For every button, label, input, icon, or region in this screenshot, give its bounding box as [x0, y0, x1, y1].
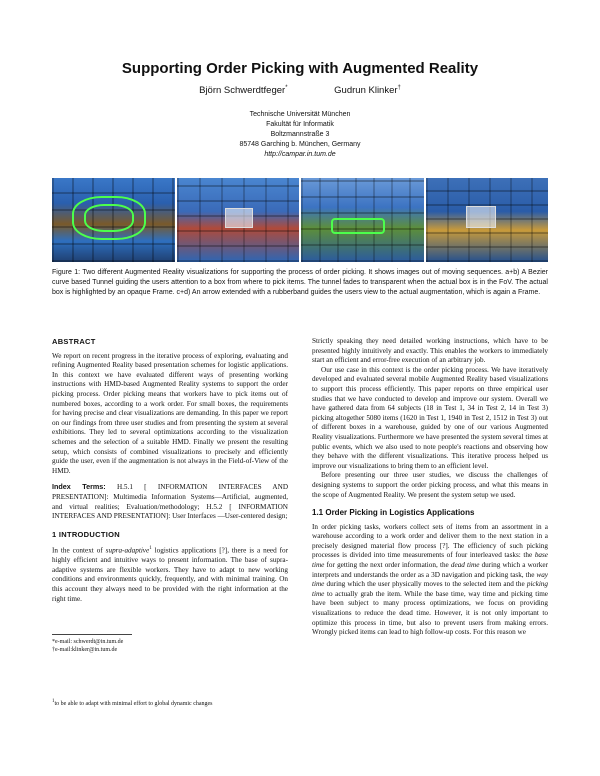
affiliation-faculty: Fakultät für Informatik [266, 121, 334, 128]
footnote-email-2: †e-mail:klinker@in.tum.de [52, 647, 118, 653]
paragraph: In order picking tasks, workers collect sets of items from an assortment in a warehouse according to a work order and deliver them to the next station in a precisely designed material flow process [?]. The efficiency of such picking processes is divided into time measurements of four interleaved tasks: the base time for getting the next order information, the dead time during which a worker interprets and understands the order as a 3D navigation and picking task, the way time during which the user physically moves to the selected item and the picking time to actually grab the item. While the base time, way time and picking time have been subject to many process optimizations, we focus on providing visualizations to reduce the dead time. However, it is not only important to optimize this process in time, but also to prevent users from making errors. Wrongly picked items can lead to high follow-up costs. For this reason we [312, 522, 548, 637]
paragraph: Our use case in this context is the order picking process. We have iteratively developed and evaluated several mobile Augmented Reality based visualizations to support this process efficiently. This paper reports on three empirical user studies that we have conducted to develop and improve our system. Overall we have gathered data from 64 subjects (18 in Test 1, 34 in Test 2, 14 in Test 3) picking altogether 5080 items (1620 in Test 1, 1940 in Test 2, 1512 in Test 3) out of different boxes in a warehouse, guided by one of our various Augmented Reality visualizations. Furthermore we have presented the system several times at public events, which we also used to note people's reactions and observing how they behave with the different visualizations. This iterative process helped us improve our visualizations to bring them to an efficient level. [312, 365, 548, 470]
figure-photo-d [426, 178, 549, 262]
right-column [312, 337, 548, 638]
tunnel-overlay [84, 204, 134, 232]
affiliation-city: 85748 Garching b. München, Germany [239, 141, 361, 148]
arrow-overlay [331, 218, 385, 234]
figure-photo-b [177, 178, 300, 262]
abstract-heading: ABSTRACT [52, 337, 96, 346]
frame-overlay [466, 206, 496, 228]
footnote-email-1: *e-mail: schwerdt@in.tum.de [52, 639, 124, 645]
frame-overlay [225, 208, 253, 228]
introduction-heading: 1 INTRODUCTION [52, 529, 120, 539]
affiliation-university: Technische Universität München [249, 111, 351, 118]
paragraph: Strictly speaking they need detailed working instructions, which have to be presented highly intuitively and exactly. This enables the workers to immediately start an efficient and error-free execution of an arbitrary job. [312, 337, 548, 365]
subsection-heading: 1.1 Order Picking in Logistics Applications [312, 508, 475, 518]
abstract-text: We report on recent progress in the iterative process of exploring, evaluating and refining Augmented Reality based presentation schemes for logistic applications. In this context we have evaluated different ways of presenting working instructions with HMD-based Augmented Reality systems to support the order picking process. Order picking means that workers have to pick items out of numbered boxes, according to a work order. For small boxes, the requirements for having precise and clear visualizations are demanding. In this paper we report on our findings from three user studies and from presenting the system at several exhibitions. They led to several optimizations according to the visualization schemes and the selection of a suitable HMD. Finally we present the resulting setup, which consists of combined visualizations to precisely and efficiently guide the user, even if the augmentation is not always in the Field-of-View of the HMD. [52, 351, 288, 475]
affiliation-url[interactable]: http://campar.in.tum.de [264, 151, 336, 158]
index-terms: Index Terms: H.5.1 [ INFORMATION INTERFACES AND PRESENTATION]: Multimedia Information Systems—Artificial, augmented, and virtual realities; Evaluation/methodology; H.5.2 [ INFORMATION INTERFACES AND PRESENTATION]: User Interfaces —User-centered design; [52, 482, 289, 521]
footnote-1: $^1$to be able to adapt with minimal effort to global dynamic changes [52, 699, 213, 707]
footnote-rule [52, 634, 132, 635]
figure-caption: Figure 1: Two different Augmented Reality visualizations for supporting the process of order picking. It shows images out of moving sequences. a+b) A Bezier curve based Tunnel guiding the users attention to a box from where to pick items. The tunnel fades to transparent when the actual box is in the FoV. The actual box is highlighted by an opaque Frame. c+d) An arrow extended with a rubberband guides the users view to the actual augmentation, which is again a Frame. [52, 269, 548, 296]
author-2: Gudrun Klinker† [334, 85, 401, 97]
figure-photo-a [52, 178, 175, 262]
author-1: Björn Schwerdtfeger* [199, 85, 288, 97]
left-column [52, 337, 288, 604]
figure-1 [52, 178, 548, 262]
paper-title: Supporting Order Picking with Augmented Reality [121, 60, 479, 77]
author-list [0, 85, 600, 96]
author-footnotes [52, 638, 288, 654]
introduction-paragraph: In the context of supra-adaptive$^1$ logistics applications [?], there is a need for highly efficient and intuitive ways to present information. The base of supra-adaptive systems are flexible workers. They have to adapt to new working conditions and environments quickly, frequently, and with minimal training. On this account they always need to be provided with the right information at the right time. [52, 546, 288, 603]
figure-photo-c [301, 178, 424, 262]
affiliation-street: Boltzmannstraße 3 [270, 131, 330, 138]
paragraph: Before presenting our three user studies, we discuss the challenges of designing systems to support the order picking process, and what this means in the scope of Augmented Reality. We present the system setup we used. [312, 471, 548, 499]
affiliation [0, 110, 600, 160]
